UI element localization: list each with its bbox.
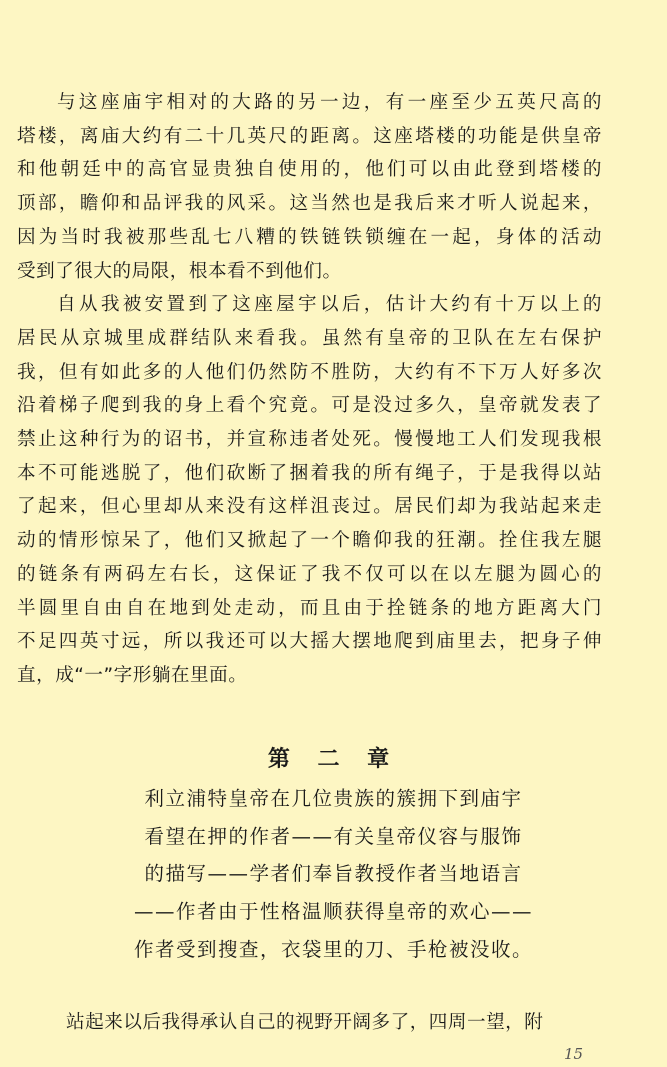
text-line: 了起来，但心里却从来没有这样沮丧过。居民们却为我站起来走 [17,496,602,518]
text-line: 和他朝廷中的高官显贵独自使用的，他们可以由此登到塔楼的 [17,159,602,181]
text-line: 的链条有两码左右长，这保证了我不仅可以在以左腿为圆心的 [17,563,602,585]
text-line: 塔楼，离庙大约有二十几英尺的距离。这座塔楼的功能是供皇帝 [17,125,602,147]
chapter-opening-paragraph: 站起来以后我得承认自己的视野开阔多了，四周一望，附 [66,1012,544,1033]
text-line: 居民从京城里成群结队来看我。虽然有皇帝的卫队在左右保护 [17,327,602,349]
text-line: 半圆里自由自在地到处走动，而且由于拴链条的地方距离大门 [17,597,602,619]
text-line: 我，但有如此多的人他们仍然防不胜防，大约有不下万人好多次 [17,361,602,383]
page-number: 15 [564,1045,584,1063]
text-line: 因为当时我被那些乱七八糟的铁链铁锁缠在一起，身体的活动 [17,226,602,248]
summary-line: 看望在押的作者——有关皇帝仪容与服饰 [144,824,523,848]
text-line: 顶部，瞻仰和品评我的风采。这当然也是我后来才听人说起来， [17,193,602,215]
chapter-title: 第 二 章 [267,747,400,772]
summary-line: 的描写——学者们奉旨教授作者当地语言 [144,862,523,886]
text-line: 自从我被安置到了这座屋宇以后，估计大约有十万以上的 [57,294,602,316]
text-line: 受到了很大的局限，根本看不到他们。 [17,260,342,282]
text-line: 本不可能逃脱了，他们砍断了捆着我的所有绳子，于是我得以站 [17,462,602,484]
paragraph-2 [17,288,602,692]
text-line: 不足四英寸远，所以我还可以大摇大摆地爬到庙里去，把身子伸 [17,631,602,653]
summary-line: ——作者由于性格温顺获得皇帝的欢心—— [133,900,533,924]
summary-line: 作者受到搜查，衣袋里的刀、手枪被没收。 [133,937,533,961]
body-text [17,86,602,693]
text-line: 禁止这种行为的诏书，并宣称违者处死。慢慢地工人们发现我根 [17,429,602,451]
text-line: 沿着梯子爬到我的身上看个究竟。可是没过多久，皇帝就发表了 [17,395,602,417]
text-line: 动的情形惊呆了，他们又掀起了一个瞻仰我的狂潮。拴住我左腿 [17,530,602,552]
paragraph-1 [17,86,602,288]
summary-line: 利立浦特皇帝在几位贵族的簇拥下到庙宇 [144,787,523,810]
text-line: 与这座庙宇相对的大路的另一边，有一座至少五英尺高的 [57,92,602,113]
text-line: 直，成“一”字形躺在里面。 [17,664,248,686]
chapter-summary [60,780,607,969]
